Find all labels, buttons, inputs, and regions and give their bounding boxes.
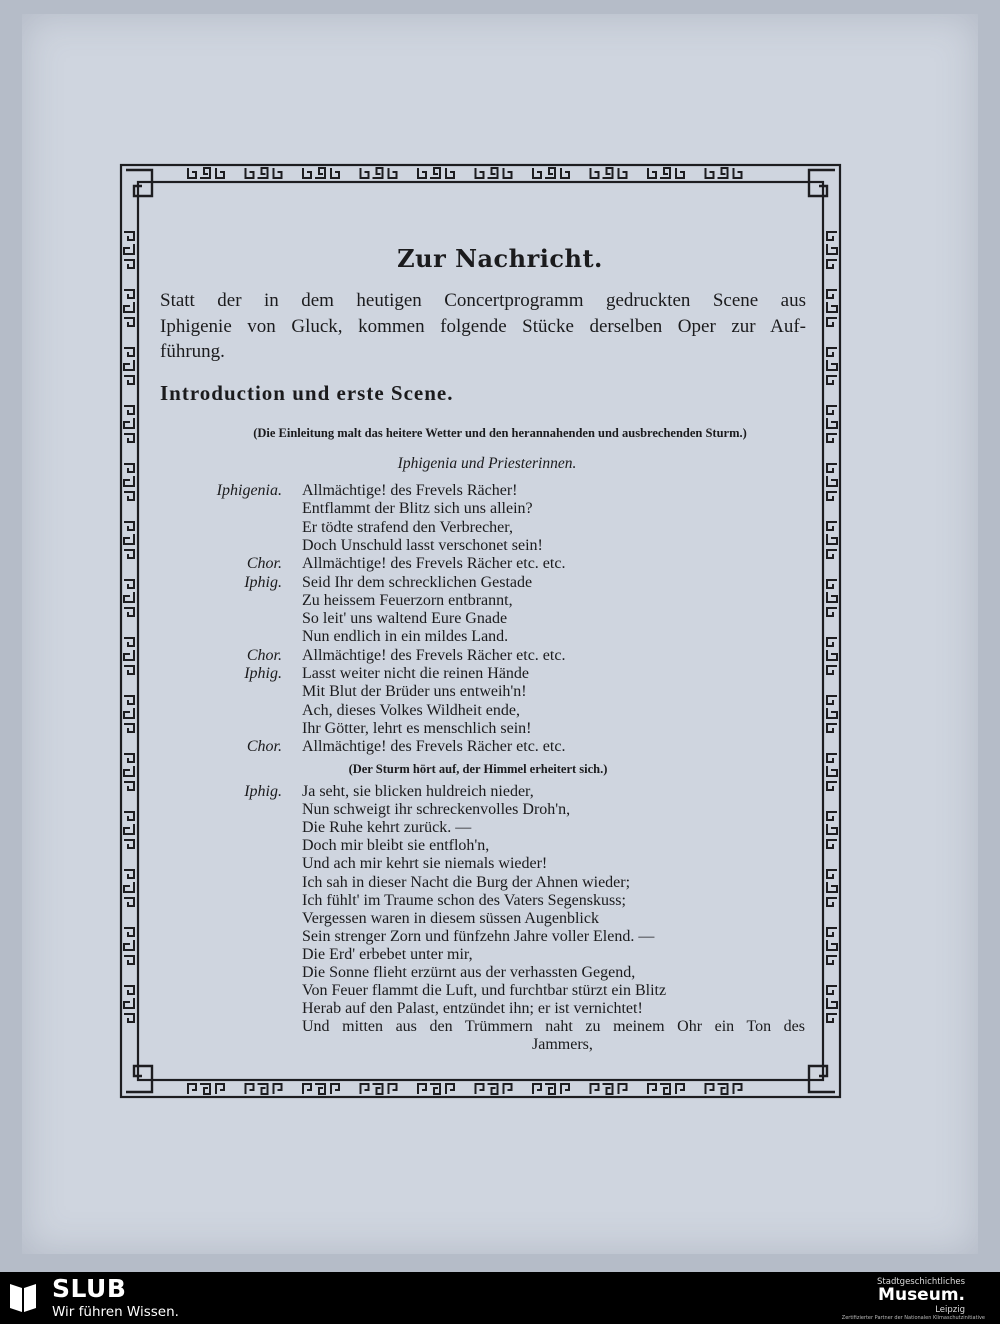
verse-line: Von Feuer flammt die Luft, und furchtbar stürzt ein Blitz bbox=[302, 982, 667, 1000]
verse-line: Vergessen waren in diesem süssen Augenblick bbox=[302, 909, 599, 927]
verse-line: Allmächtige! des Frevels Rächer etc. etc. bbox=[302, 738, 566, 756]
museum-partner: Zertifizierter Partner der Nationalen Klimaschutzinitiative bbox=[841, 1315, 985, 1321]
verse-line: Ich sah in dieser Nacht die Burg der Ahnen wieder; bbox=[302, 873, 631, 891]
verse-line: Und mitten aus den Trümmern naht zu meinem Ohr ein Ton des bbox=[302, 1018, 805, 1036]
verse-line: So leit' uns waltend Eure Gnade bbox=[302, 610, 508, 628]
verse-line: Die Ruhe kehrt zurück. — bbox=[302, 819, 472, 837]
verse-line: Herab auf den Palast, entzündet ihn; er ist vernichtet! bbox=[302, 1000, 643, 1018]
verse-line: Jammers, bbox=[532, 1036, 593, 1054]
speaker-label: Iphigenia. bbox=[216, 482, 282, 499]
verse-line: Allmächtige! des Frevels Rächer! bbox=[302, 482, 518, 499]
verse-line: Allmächtige! des Frevels Rächer etc. etc. bbox=[302, 646, 566, 664]
verse-line: Ja seht, sie blicken huldreich nieder, bbox=[302, 783, 534, 800]
verse-line: Er tödte strafend den Verbrecher, bbox=[302, 518, 513, 536]
verse-line: Entflammt der Blitz sich uns allein? bbox=[302, 500, 533, 518]
verse-line: Die Sonne flieht erzürnt aus der verhassten Gegend, bbox=[302, 964, 636, 981]
speaker-label: Chor. bbox=[246, 738, 282, 756]
library-name[interactable]: SLUB bbox=[52, 1274, 127, 1303]
stage-note-1: (Die Einleitung malt das heitere Wetter und den herannahenden und ausbrechenden Sturm.) bbox=[253, 426, 747, 440]
verse-line: Lasst weiter nicht die reinen Hände bbox=[302, 665, 530, 682]
speaker-label: Iphig. bbox=[244, 573, 282, 591]
document-title: Zur Nachricht. bbox=[397, 244, 603, 273]
verse-line: Sein strenger Zorn und fünfzehn Jahre voller Elend. — bbox=[302, 927, 655, 945]
verse-line: Seid Ihr dem schrecklichen Gestade bbox=[302, 573, 533, 591]
verse-line: Nun endlich in ein mildes Land. bbox=[302, 628, 509, 646]
museum-city: Leipzig bbox=[935, 1305, 965, 1315]
verse-line: Ihr Götter, lehrt es menschlich sein! bbox=[302, 719, 532, 737]
intro-line-3: führung. bbox=[160, 341, 225, 362]
library-slogan: Wir führen Wissen. bbox=[52, 1304, 179, 1320]
verse-line: Ich fühlt' im Traume schon des Vaters Segenskuss; bbox=[302, 891, 626, 909]
museum-name[interactable]: Museum. bbox=[878, 1285, 965, 1305]
slub-book-icon bbox=[8, 1280, 38, 1314]
intro-line-1: Statt der in dem heutigen Concertprogramm gedruckten Scene aus bbox=[160, 290, 806, 311]
speaker-label: Chor. bbox=[246, 646, 282, 664]
footer-bar bbox=[0, 1272, 1000, 1324]
verse-line: Und ach mir kehrt sie niemals wieder! bbox=[302, 855, 548, 873]
section-heading: Introduction und erste Scene. bbox=[160, 381, 454, 405]
stage-note-2: (Der Sturm hört auf, der Himmel erheitert sich.) bbox=[348, 762, 608, 776]
verse-line: Ach, dieses Volkes Wildheit ende, bbox=[302, 701, 520, 719]
verse-line: Zu heissem Feuerzorn entbrannt, bbox=[302, 591, 513, 609]
verse-line: Mit Blut der Brüder uns entweih'n! bbox=[302, 683, 527, 701]
speaker-label: Iphig. bbox=[244, 665, 282, 682]
cast-line: Iphigenia und Priesterinnen. bbox=[397, 455, 577, 472]
museum-prefix: Stadtgeschichtliches bbox=[877, 1277, 965, 1287]
speaker-label: Iphig. bbox=[244, 783, 282, 800]
verse-line: Allmächtige! des Frevels Rächer etc. etc. bbox=[302, 555, 566, 573]
verse-line: Nun schweigt ihr schreckenvolles Droh'n, bbox=[302, 801, 571, 819]
verse-line: Doch Unschuld lasst verschonet sein! bbox=[302, 536, 543, 554]
intro-line-2: Iphigenie von Gluck, kommen folgende Stücke derselben Oper zur Auf- bbox=[160, 316, 806, 337]
speaker-label: Chor. bbox=[246, 555, 282, 573]
verse-line: Doch mir bleibt sie entfloh'n, bbox=[302, 837, 490, 855]
verse-line: Die Erd' erbebet unter mir, bbox=[302, 945, 473, 963]
